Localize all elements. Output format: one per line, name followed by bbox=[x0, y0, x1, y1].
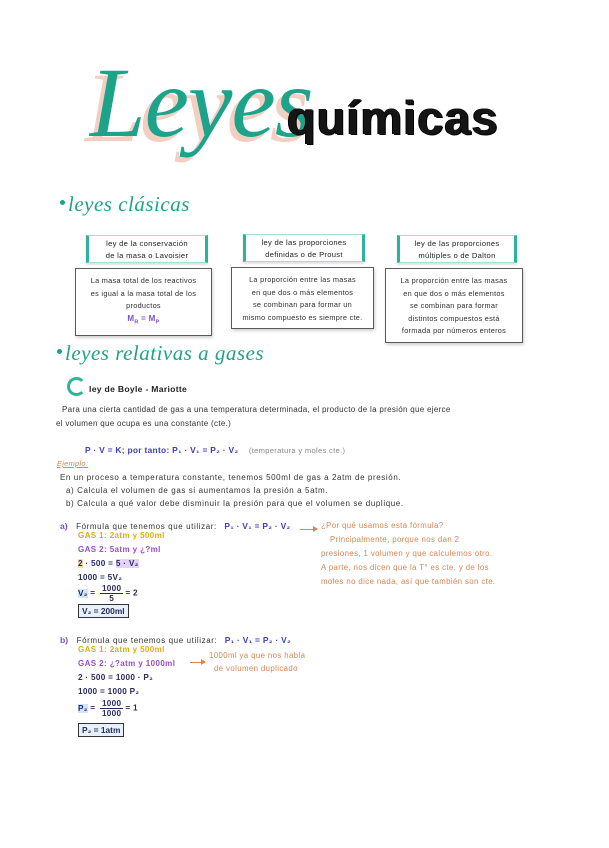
part-b-result: P₂ = 1atm bbox=[78, 723, 124, 737]
law-header-line: definidas o de Proust bbox=[265, 250, 343, 259]
section-heading-gases bbox=[57, 341, 264, 366]
title-leyes: Leyes bbox=[90, 47, 313, 158]
title-quimicas: químicas bbox=[287, 91, 499, 144]
part-a-note-line: presiones, 1 volumen y que calculemos otro. bbox=[321, 549, 493, 558]
part-b-step1: 2 · 500 = 1000 · P₂ bbox=[78, 673, 154, 682]
part-b-intro: Fórmula que tenemos que utilizar: bbox=[76, 636, 218, 645]
formula-subscript: R bbox=[134, 319, 139, 326]
example-label: Ejemplo: bbox=[57, 459, 89, 468]
example-line: a) Calcula el volumen de gas si aumentamos la presión a 5atm. bbox=[66, 486, 329, 495]
law-header-dalton bbox=[397, 235, 517, 263]
part-b-gas2: GAS 2: ¿?atm y 1000ml bbox=[78, 659, 176, 668]
law-body-line: productos bbox=[126, 301, 161, 311]
part-b-gas1: GAS 1: 2atm y 500ml bbox=[78, 645, 165, 654]
part-a-note-line: moles no dice nada, así que también son cte. bbox=[321, 577, 496, 586]
fraction-result: = 2 bbox=[125, 588, 138, 598]
fraction-denominator: 1000 bbox=[101, 709, 122, 718]
part-a-result: V₂ = 200ml bbox=[78, 604, 129, 618]
boyle-formula: P · V = K; por tanto: P₁ · V₁ = P₂ · V₂ bbox=[85, 445, 239, 455]
fraction-numerator: 1000 bbox=[101, 584, 122, 593]
part-b-fraction-step bbox=[78, 699, 138, 718]
fraction-denominator: 5 bbox=[109, 594, 115, 603]
step-term: 5 · V₂ bbox=[115, 559, 139, 568]
part-a-intro: Fórmula que tenemos que utilizar: bbox=[76, 522, 217, 531]
law-header-proust bbox=[243, 234, 365, 262]
law-body-dalton bbox=[385, 268, 523, 343]
part-b-note-line: de volumen duplicado bbox=[214, 664, 298, 673]
part-a-fraction-step bbox=[78, 584, 138, 603]
fraction bbox=[100, 699, 123, 718]
fraction-equals: = bbox=[87, 703, 98, 713]
statement-line: el volumen que ocupa es una constante (cte.) bbox=[56, 419, 232, 428]
law-header-line: de la masa o Lavoisier bbox=[105, 251, 189, 260]
section-heading-gases-text: leyes relativas a gases bbox=[65, 341, 265, 365]
fraction-variable: P₂ bbox=[78, 703, 88, 713]
example-line: b) Calcula a qué valor debe disminuir la presión para que el volumen se duplique. bbox=[66, 499, 404, 508]
law-body-line: La masa total de los reactivos bbox=[90, 276, 197, 285]
law-body-line: La proporción entre las masas bbox=[400, 276, 508, 285]
formula-subscript: P bbox=[155, 319, 160, 326]
part-b-note-line: 1000ml ya que nos habla bbox=[209, 651, 306, 660]
law-body-line: formada por números enteros bbox=[401, 326, 507, 336]
ring-bullet-icon bbox=[67, 377, 86, 396]
fraction bbox=[100, 584, 123, 603]
step-term: · 500 = bbox=[82, 559, 116, 568]
part-a-step1 bbox=[78, 559, 139, 568]
bullet-icon bbox=[60, 200, 65, 205]
example-line: En un proceso a temperatura constante, tenemos 500ml de gas a 2atm de presión. bbox=[60, 473, 402, 482]
boyle-formula-line bbox=[85, 440, 345, 458]
fraction-equals: = bbox=[87, 588, 98, 598]
step-term: 2 bbox=[78, 559, 83, 568]
law-body-line: es igual a la masa total de los bbox=[90, 288, 197, 298]
part-a-gas1: GAS 1: 2atm y 500ml bbox=[78, 531, 165, 540]
part-a-note-line: Principalmente, porque nos dan 2 bbox=[330, 535, 460, 544]
law-body-line: se combinan para formar bbox=[409, 301, 498, 311]
law-body-proust bbox=[231, 267, 374, 329]
law-title-boyle: ley de Boyle - Mariotte bbox=[89, 384, 188, 394]
fraction-result: = 1 bbox=[125, 703, 138, 713]
arrow-icon bbox=[190, 662, 205, 663]
part-a-label: a) bbox=[60, 521, 68, 531]
law-header-line: ley de las proporciones bbox=[414, 239, 500, 248]
part-a-formula: P₁ · V₁ = P₂ · V₂ bbox=[224, 521, 291, 531]
law-header-lavoisier bbox=[86, 235, 208, 263]
part-a-gas2: GAS 2: 5atm y ¿?ml bbox=[78, 545, 161, 554]
part-b-step2: 1000 = 1000 P₂ bbox=[78, 687, 140, 696]
law-body-line: distintos compuestos está bbox=[408, 313, 500, 323]
part-a-note-line: A parte, nos dicen que la T° es cte. y de los bbox=[321, 563, 489, 572]
fraction-numerator: 1000 bbox=[101, 699, 122, 708]
law-body-line: La proporción entre las masas bbox=[249, 275, 356, 284]
law-body-line: mismo compuesto es siempre cte. bbox=[242, 312, 363, 322]
formula-part: M bbox=[148, 313, 156, 323]
section-heading-classic-text: leyes clásicas bbox=[68, 192, 190, 216]
arrow-icon bbox=[300, 529, 317, 530]
part-b-label: b) bbox=[60, 635, 69, 645]
fraction-variable: V₂ bbox=[78, 588, 88, 598]
law-body-line: en que dos o más elementos bbox=[251, 287, 354, 297]
formula-part: = bbox=[138, 313, 149, 323]
section-heading-classic bbox=[60, 192, 190, 217]
part-a-note-line: ¿Por qué usamos esta fórmula? bbox=[321, 521, 444, 530]
statement-line: Para una cierta cantidad de gas a una temperatura determinada, el producto de la presión que ejerce bbox=[62, 405, 451, 414]
mass-formula bbox=[76, 313, 211, 329]
law-body-lavoisier bbox=[75, 268, 212, 336]
part-b-formula: P₁ · V₁ = P₂ · V₂ bbox=[224, 635, 292, 645]
law-body-line: en que dos o más elementos bbox=[403, 288, 505, 298]
law-header-line: múltiples o de Dalton bbox=[418, 251, 496, 260]
law-body-line: se combinan para formar un bbox=[252, 300, 353, 310]
law-header-line: ley de las proporciones bbox=[261, 238, 347, 247]
bullet-icon bbox=[57, 349, 62, 354]
boyle-formula-note: (temperatura y moles cte.) bbox=[248, 446, 346, 455]
formula-part: M bbox=[127, 313, 135, 323]
part-a-step2: 1000 = 5V₂ bbox=[78, 573, 123, 582]
law-header-line: ley de la conservación bbox=[106, 239, 188, 248]
